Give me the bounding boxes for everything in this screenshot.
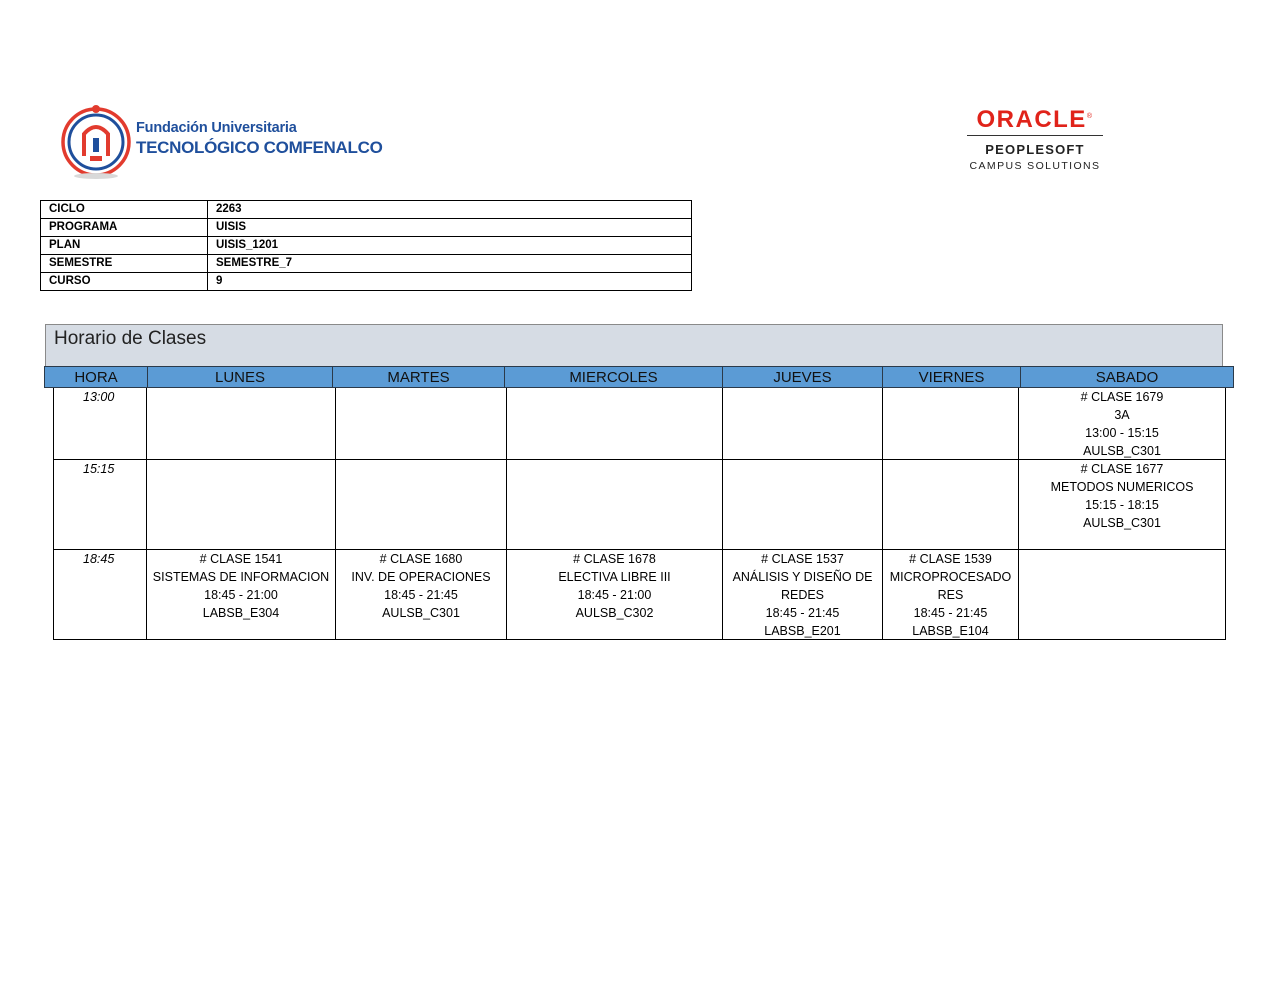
class-cell-line: # CLASE 1678 <box>573 552 656 566</box>
class-cell-sabado <box>1018 460 1226 550</box>
hour-label: 18:45 <box>83 552 115 566</box>
class-cell-line: AULSB_C301 <box>382 606 460 620</box>
hour-label: 15:15 <box>83 462 115 476</box>
class-cell-jueves <box>722 388 882 460</box>
class-cell-line: # CLASE 1541 <box>199 552 283 566</box>
oracle-brand: ORACLE® <box>967 104 1103 136</box>
class-cell-line: REDES <box>780 588 825 602</box>
class-cell-line: 18:45 - 21:45 <box>765 606 840 620</box>
hour-label: 13:00 <box>83 390 115 404</box>
hour-cell <box>53 460 146 550</box>
info-row-programa <box>41 219 692 237</box>
hour-cell <box>53 550 146 640</box>
class-cell-jueves <box>722 460 882 550</box>
header-miercoles: MIERCOLES <box>505 367 723 387</box>
class-cell-lunes <box>146 388 335 460</box>
class-cell-line: # CLASE 1537 <box>761 552 844 566</box>
class-cell-line: LABSB_E304 <box>202 606 280 620</box>
info-value: 9 <box>208 273 692 291</box>
class-cell-martes <box>335 460 506 550</box>
class-cell-line: LABSB_E104 <box>912 624 989 638</box>
class-cell-line: INV. DE OPERACIONES <box>351 570 491 584</box>
class-cell-line: LABSB_E201 <box>764 624 841 638</box>
info-value: UISIS_1201 <box>208 237 692 255</box>
class-cell-sabado <box>1018 550 1226 640</box>
schedule-title: Horario de Clases <box>54 328 207 349</box>
class-cell-line: METODOS NUMERICOS <box>1050 480 1194 494</box>
class-cell-miercoles <box>506 550 722 640</box>
schedule-title-bar <box>45 324 1223 368</box>
class-cell-viernes <box>882 550 1018 640</box>
institution-name-line1: Fundación Universitaria <box>136 120 297 136</box>
class-cell-line: # CLASE 1677 <box>1080 462 1164 476</box>
class-cell-line: AULSB_C301 <box>1083 516 1161 530</box>
info-label: PROGRAMA <box>41 219 208 237</box>
header-viernes: VIERNES <box>883 367 1021 387</box>
class-cell-line: 3A <box>1114 408 1130 422</box>
class-cell-line: AULSB_C302 <box>575 606 654 620</box>
info-label: SEMESTRE <box>41 255 208 273</box>
oracle-logo <box>965 104 1105 176</box>
class-cell-line: 15:15 - 18:15 <box>1085 498 1159 512</box>
hour-cell <box>53 388 146 460</box>
info-label: PLAN <box>41 237 208 255</box>
class-cell-line: # CLASE 1679 <box>1080 390 1164 404</box>
class-cell-viernes <box>882 460 1018 550</box>
class-cell-line: ELECTIVA LIBRE III <box>558 570 671 584</box>
class-cell-line: MICROPROCESADO <box>889 570 1012 584</box>
class-cell-jueves <box>722 550 882 640</box>
class-cell-line: 13:00 - 15:15 <box>1085 426 1159 440</box>
class-cell-line: 18:45 - 21:00 <box>204 588 278 602</box>
class-cell-line: 18:45 - 21:00 <box>577 588 652 602</box>
class-cell-line: 18:45 - 21:45 <box>384 588 458 602</box>
institution-name-line2: TECNOLÓGICO COMFENALCO <box>136 138 383 157</box>
class-cell-line: # CLASE 1539 <box>909 552 992 566</box>
class-cell-line: RES <box>937 588 964 602</box>
info-row-curso <box>41 273 692 291</box>
class-cell-lunes <box>146 550 335 640</box>
schedule-header-row <box>44 366 1234 388</box>
class-cell-viernes <box>882 388 1018 460</box>
info-value: UISIS <box>208 219 692 237</box>
institution-emblem-icon <box>60 100 132 180</box>
class-cell-line: 18:45 - 21:45 <box>913 606 988 620</box>
class-cell-martes <box>335 550 506 640</box>
header-jueves: JUEVES <box>723 367 883 387</box>
class-cell-miercoles <box>506 460 722 550</box>
oracle-product-line1: PEOPLESOFT <box>985 142 1085 157</box>
schedule-grid <box>53 388 1226 640</box>
class-cell-line: SISTEMAS DE INFORMACION <box>152 570 330 584</box>
class-cell-sabado <box>1018 388 1226 460</box>
header-sabado: SABADO <box>1095 369 1159 386</box>
header-lunes: LUNES <box>148 367 333 387</box>
info-row-plan <box>41 237 692 255</box>
class-cell-line: # CLASE 1680 <box>379 552 463 566</box>
header-hora: HORA <box>45 367 148 387</box>
course-info-table <box>40 200 692 291</box>
class-cell-line: ANÁLISIS Y DISEÑO DE <box>732 570 873 584</box>
info-value: 2263 <box>208 201 692 219</box>
info-row-ciclo <box>41 201 692 219</box>
oracle-product-line2: CAMPUS SOLUTIONS <box>969 160 1101 172</box>
class-cell-line: AULSB_C301 <box>1083 444 1161 458</box>
info-label: CICLO <box>41 201 208 219</box>
info-value: SEMESTRE_7 <box>208 255 692 273</box>
class-cell-martes <box>335 388 506 460</box>
class-cell-lunes <box>146 460 335 550</box>
class-cell-miercoles <box>506 388 722 460</box>
info-row-semestre <box>41 255 692 273</box>
institution-logo <box>60 100 383 180</box>
header-martes: MARTES <box>333 367 505 387</box>
info-label: CURSO <box>41 273 208 291</box>
